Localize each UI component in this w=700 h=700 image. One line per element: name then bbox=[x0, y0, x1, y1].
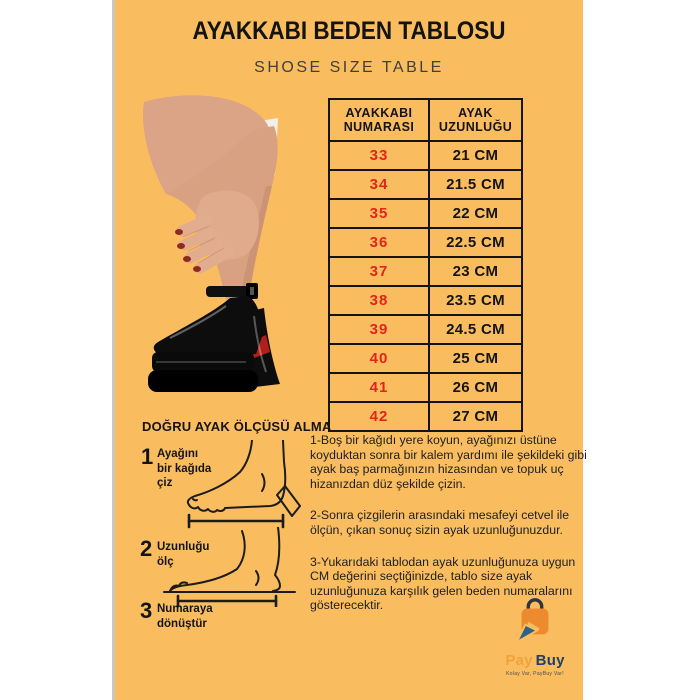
length-value: 27 CM bbox=[429, 402, 522, 431]
length-value: 24.5 CM bbox=[429, 315, 522, 344]
length-value: 23.5 CM bbox=[429, 286, 522, 315]
step-1-label: Ayağını bir kağıda çiz bbox=[157, 448, 212, 489]
shopping-bag-icon bbox=[515, 595, 555, 645]
step-3-number: 3 bbox=[140, 598, 153, 623]
size-value: 41 bbox=[329, 373, 429, 402]
table-header-row bbox=[329, 99, 522, 141]
leg-high-heel-photo bbox=[130, 90, 320, 410]
table-row bbox=[329, 228, 522, 257]
step-3-label: Numaraya dönüştür bbox=[157, 603, 213, 630]
guide-heading: DOĞRU AYAK ÖLÇÜSÜ ALMA bbox=[142, 419, 332, 434]
table-row bbox=[329, 373, 522, 402]
length-value: 23 CM bbox=[429, 257, 522, 286]
size-value: 37 bbox=[329, 257, 429, 286]
brand-buy: Buy bbox=[535, 652, 565, 669]
size-value: 38 bbox=[329, 286, 429, 315]
foot-measure-diagram-icon bbox=[162, 527, 297, 607]
length-value: 26 CM bbox=[429, 373, 522, 402]
platform-heel-shoe bbox=[148, 283, 280, 392]
brand-pay: Pay bbox=[505, 652, 533, 669]
table-row bbox=[329, 257, 522, 286]
shoe-size-table bbox=[328, 98, 523, 432]
instruction-2: 2-Sonra çizgilerin arasındaki mesafeyi cetvel ile ölçün, çıkan sonuç sizin ayak uzunluğunuzdur. bbox=[310, 508, 570, 537]
step-2-number: 2 bbox=[140, 536, 153, 561]
table-row bbox=[329, 141, 522, 170]
size-value: 35 bbox=[329, 199, 429, 228]
page-title: AYAKKABI BEDEN TABLOSU bbox=[192, 17, 506, 45]
size-value: 40 bbox=[329, 344, 429, 373]
length-value: 22.5 CM bbox=[429, 228, 522, 257]
brand-name bbox=[500, 652, 570, 669]
foot-trace-diagram-icon bbox=[172, 440, 307, 532]
brand-tagline: Kolay Var, PayBuy Var! bbox=[506, 671, 564, 677]
table-row bbox=[329, 199, 522, 228]
table-row bbox=[329, 315, 522, 344]
instruction-3: 3-Yukarıdaki tablodan ayak uzunluğunuza uygun CM değerini seçtiğinizde, tablo size ayak uzunluğunuza karşılık gelen beden numaralarını gösterecektir. bbox=[310, 554, 576, 613]
size-value: 36 bbox=[329, 228, 429, 257]
size-value: 34 bbox=[329, 170, 429, 199]
length-value: 22 CM bbox=[429, 199, 522, 228]
table-row bbox=[329, 286, 522, 315]
col-header-shoe-number: AYAKKABI NUMARASI bbox=[329, 99, 429, 141]
page-subtitle: SHOSE SIZE TABLE bbox=[254, 59, 444, 76]
table-row bbox=[329, 170, 522, 199]
step-1-number: 1 bbox=[141, 444, 154, 469]
col-header-foot-length: AYAK UZUNLUĞU bbox=[429, 99, 522, 141]
instruction-1: 1-Boş bir kağıdı yere koyun, ayağınızı üstüne koyduktan sonra bir kalem yardımı ile şekildeki gibi ayak baş parmağınızın hizasından ve topuk uç hizanızdan düz şekilde çizin. bbox=[310, 433, 587, 491]
paybuy-logo bbox=[500, 595, 570, 677]
length-value: 25 CM bbox=[429, 344, 522, 373]
size-value: 39 bbox=[329, 315, 429, 344]
length-value: 21.5 CM bbox=[429, 170, 522, 199]
size-chart-poster bbox=[112, 0, 587, 700]
step-2-label: Uzunluğu ölç bbox=[157, 541, 210, 568]
size-value: 33 bbox=[329, 141, 429, 170]
table-row bbox=[329, 344, 522, 373]
size-value: 42 bbox=[329, 402, 429, 431]
length-value: 21 CM bbox=[429, 141, 522, 170]
